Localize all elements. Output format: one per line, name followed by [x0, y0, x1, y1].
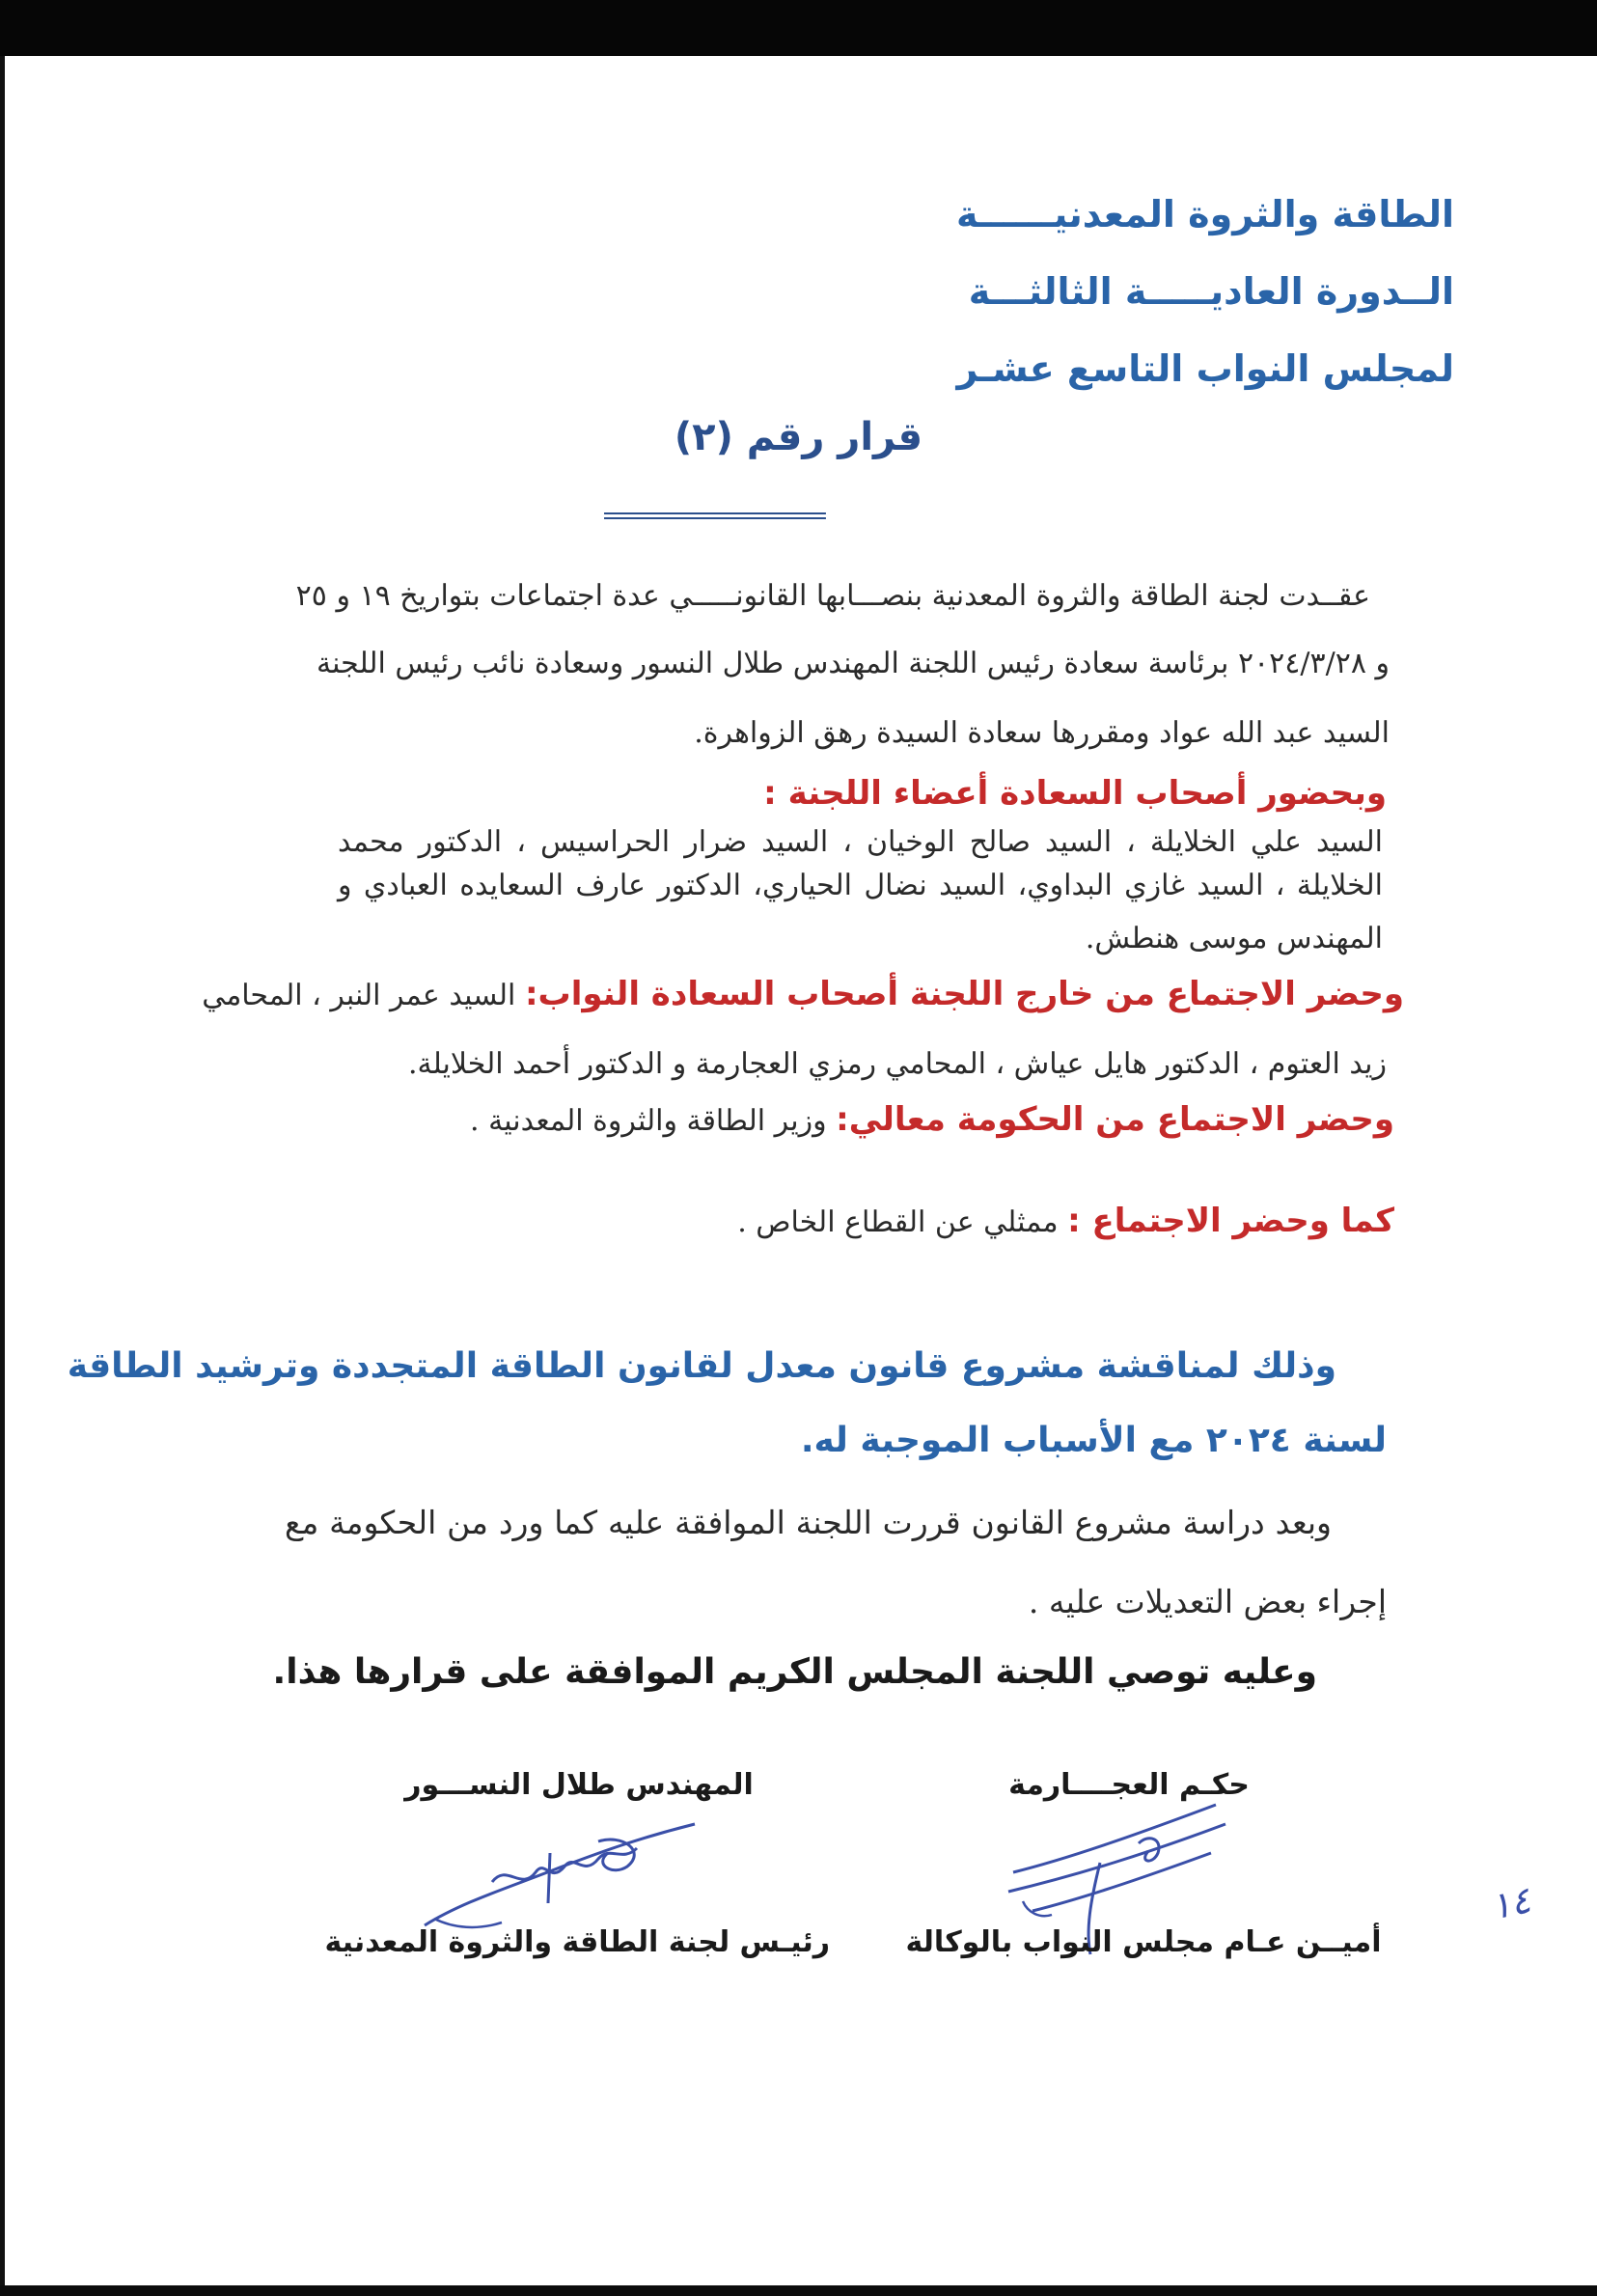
members-heading: وبحضور أصحاب السعادة أعضاء اللجنة :	[763, 774, 1387, 813]
signature-right	[405, 1795, 724, 1940]
outside-line-2: زيد العتوم ، الدكتور هايل عياش ، المحامي رمزي العجارمة و الدكتور أحمد الخلايلة.	[407, 1047, 1387, 1081]
private-heading: كما وحضر الاجتماع :	[1067, 1202, 1394, 1240]
members-line-1: السيد علي الخلايلة ، السيد صالح الوخيان ، السيد ضرار الحراسيس ، الدكتور محمد	[338, 825, 1383, 859]
government-attendance	[470, 1100, 1394, 1139]
header-session: الــدورة العاديـــــة الثالثـــة	[968, 270, 1454, 313]
signatory-right-name: المهندس طلال النســـور	[404, 1768, 754, 1802]
outside-attendance	[202, 975, 1404, 1013]
recommendation: وعليه توصي اللجنة المجلس الكريم الموافقة على قرارها هذا.	[272, 1652, 1317, 1692]
members-line-3: المهندس موسى هنطش.	[1085, 922, 1383, 955]
private-attendance	[737, 1202, 1394, 1240]
outside-heading: وحضر الاجتماع من خارج اللجنة أصحاب السعادة النواب:	[524, 975, 1404, 1013]
title-separator: ====================	[603, 502, 824, 527]
signatory-left-name: حكـم العجــــارمة	[1008, 1768, 1250, 1802]
members-line-2: الخلايلة ، السيد غازي البداوي، السيد نضال الحياري، الدكتور عارف السعايده العبادي و	[338, 869, 1383, 902]
purpose-line-2: لسنة ٢٠٢٤ مع الأسباب الموجبة له.	[800, 1421, 1387, 1460]
intro-line-3: السيد عبد الله عواد ومقررها سعادة السيدة رهق الزواهرة.	[694, 716, 1390, 750]
study-line-2: إجراء بعض التعديلات عليه .	[1028, 1583, 1387, 1620]
header-council: لمجلس النواب التاسع عشـر	[956, 347, 1454, 390]
page-margin-number	[1486, 1878, 1534, 1928]
intro-line-1: عقــدت لجنة الطاقة والثروة المعدنية بنصـــابها القانونـــــي عدة اجتماعات بتواريخ ١٩ و ٢٥	[295, 579, 1370, 613]
page-margin-number-text: ١٤	[1486, 1878, 1534, 1928]
study-line-1: وبعد دراسة مشروع القانون قررت اللجنة الموافقة عليه كما ورد من الحكومة مع	[285, 1504, 1332, 1541]
header-ministry: الطاقة والثروة المعدنيــــــة	[955, 193, 1454, 235]
outside-line-1: السيد عمر النبر ، المحامي	[202, 979, 516, 1012]
intro-line-2: و ٢٠٢٤/٣/٢٨ برئاسة سعادة رئيس اللجنة المهندس طلال النسور وسعادة نائب رئيس اللجنة	[316, 647, 1390, 680]
private-text: ممثلي عن القطاع الخاص .	[737, 1205, 1059, 1239]
purpose-line-1: وذلك لمناقشة مشروع قانون معدل لقانون الطاقة المتجددة وترشيد الطاقة	[67, 1346, 1336, 1386]
decision-title: قرار رقم (٢)	[674, 415, 923, 459]
signatory-left-title: أميــن عـام مجلس النواب بالوكالة	[905, 1925, 1382, 1959]
government-heading: وحضر الاجتماع من الحكومة معالي:	[836, 1100, 1394, 1139]
signatory-right-title: رئيـس لجنة الطاقة والثروة المعدنية	[324, 1925, 830, 1959]
government-text: وزير الطاقة والثروة المعدنية .	[470, 1104, 827, 1138]
